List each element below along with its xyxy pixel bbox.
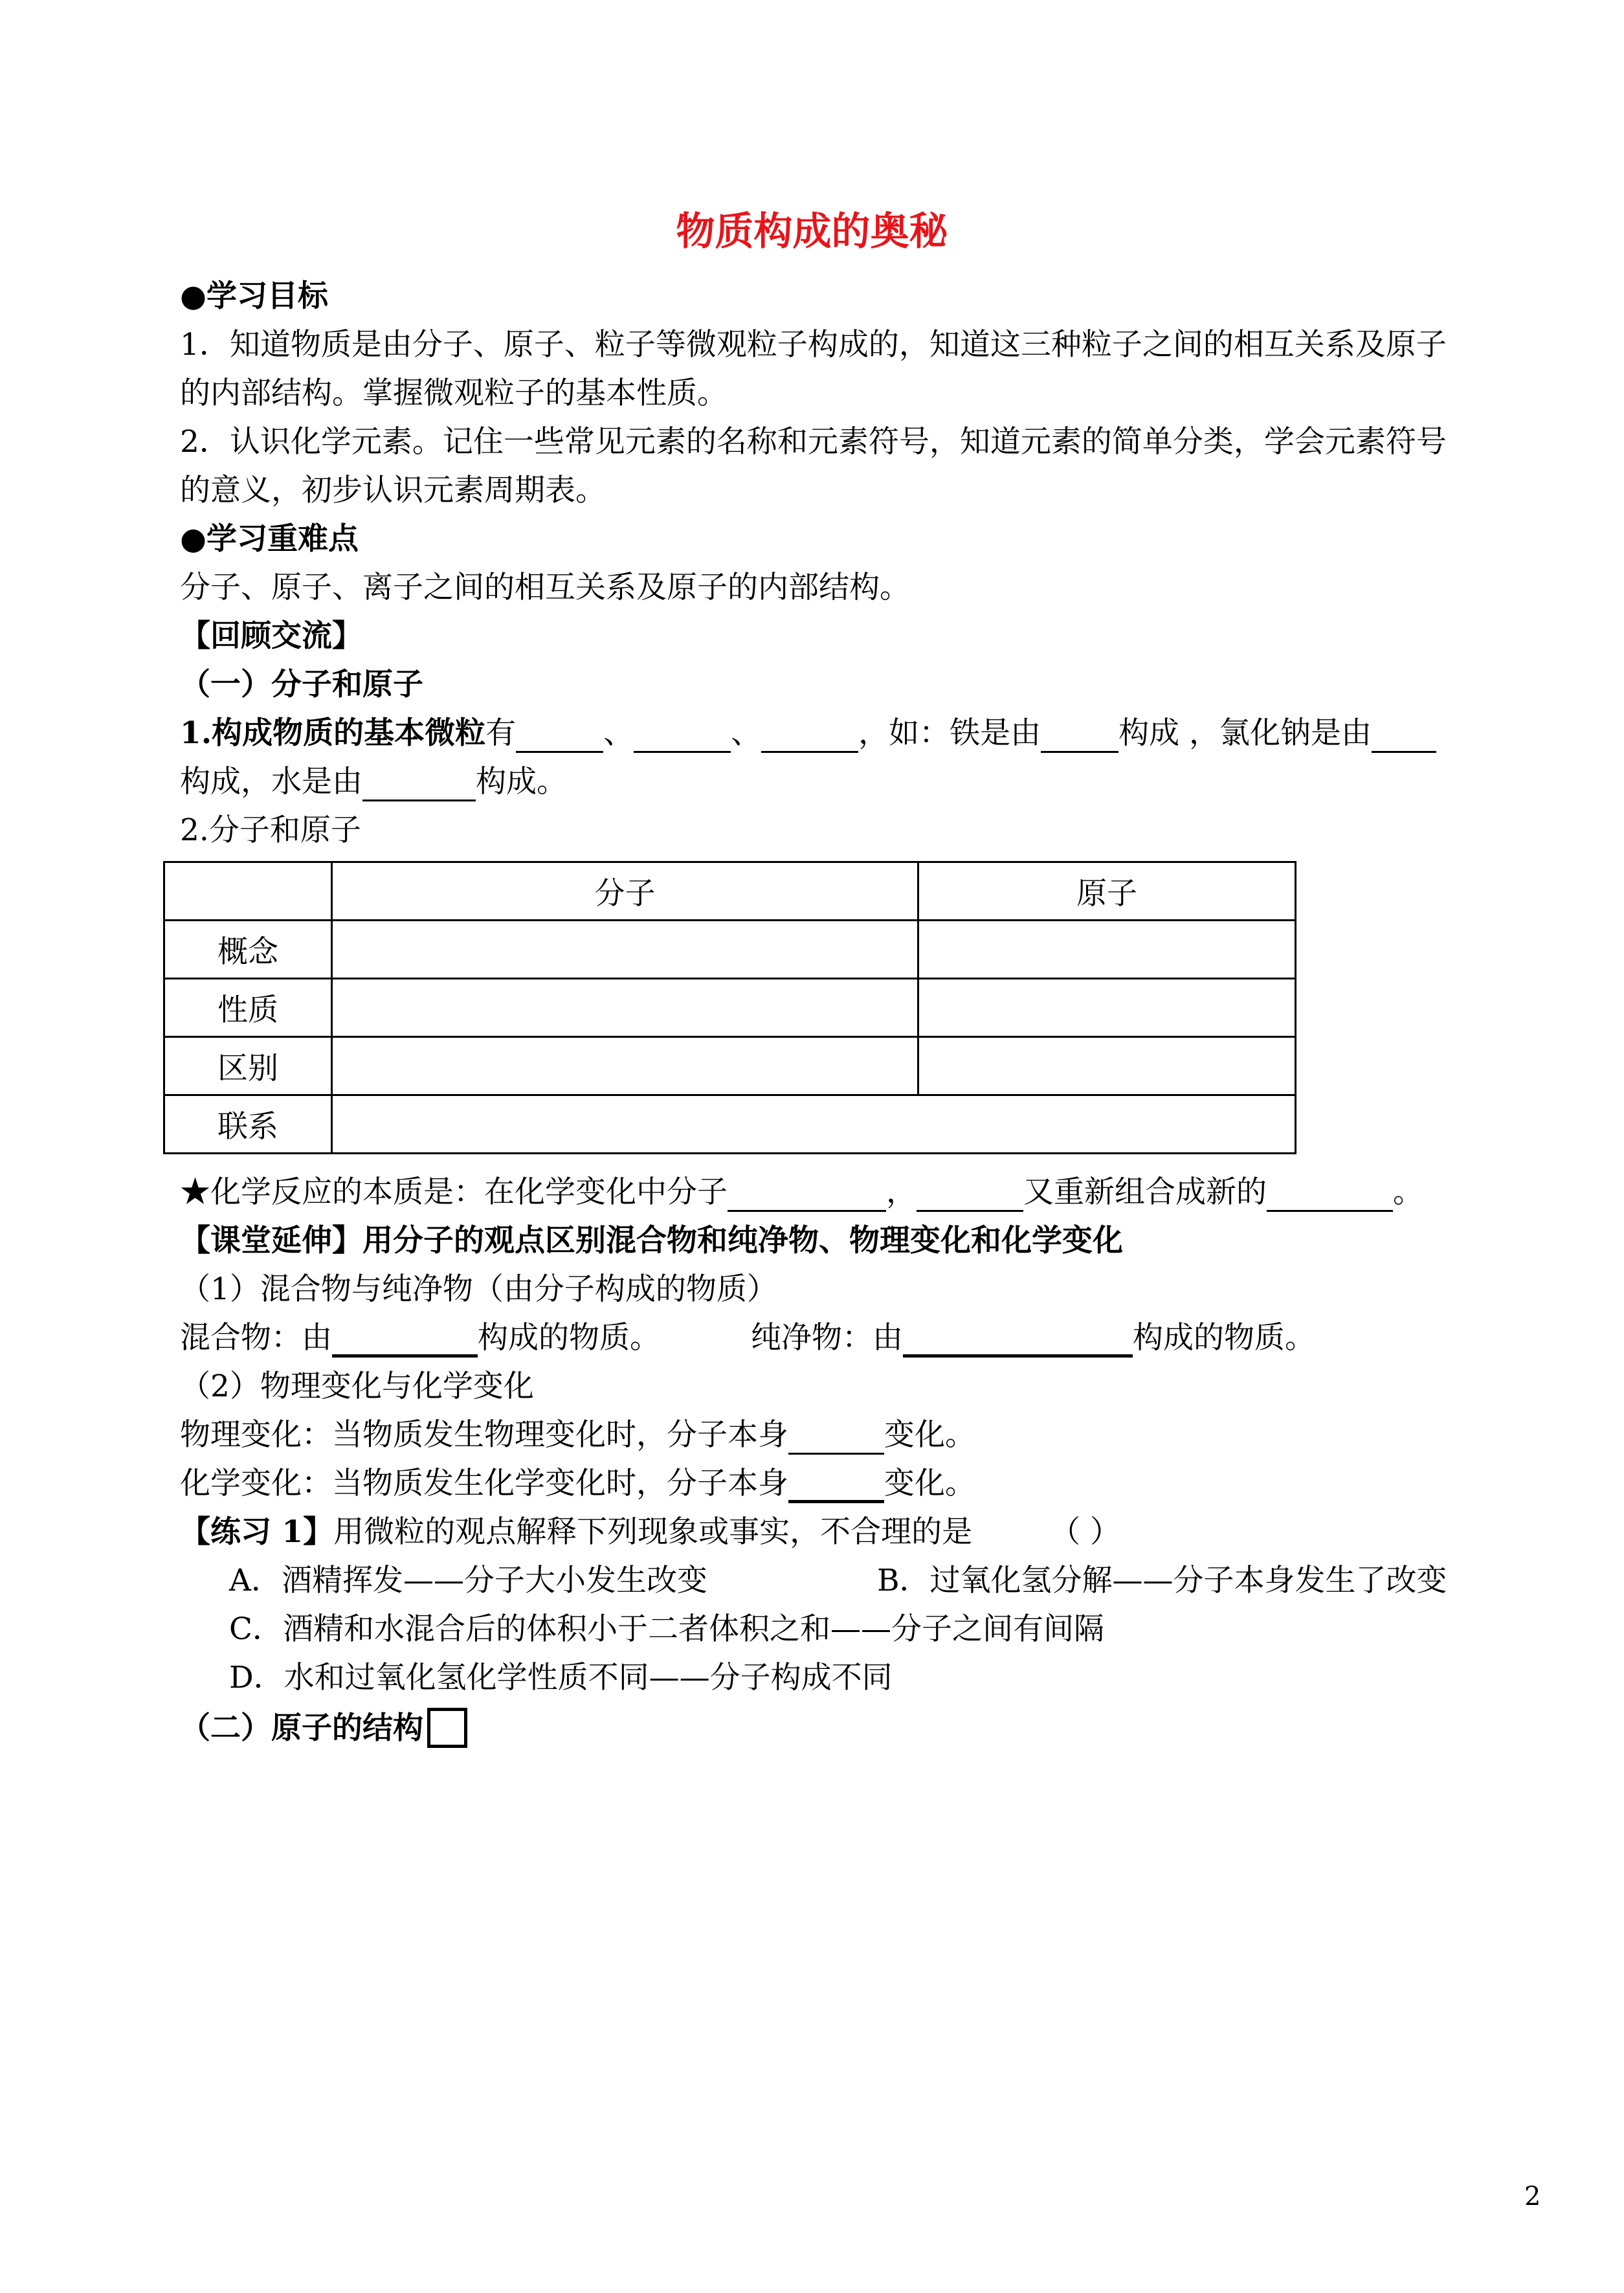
blank-particle-1[interactable] <box>516 720 603 753</box>
question-1-line-2-b: 构成。 <box>476 764 567 800</box>
table-cell[interactable] <box>918 1037 1296 1095</box>
table-row-label: 性质 <box>164 979 332 1037</box>
mixture-b: 构成的物质。 <box>478 1320 660 1356</box>
question-1-prefix: 1.构成物质的基本微粒 <box>180 715 486 751</box>
question-1-you: 有 <box>485 715 517 751</box>
blank-pure[interactable] <box>903 1323 1133 1358</box>
physical-b: 变化。 <box>884 1417 975 1453</box>
table-cell-merged[interactable] <box>332 1095 1296 1154</box>
option-b[interactable]: B．过氧化氢分解——分子本身发生了改变 <box>877 1563 1447 1598</box>
option-c[interactable]: C．酒精和水混合后的体积小于二者体积之和——分子之间有间隔 <box>229 1611 1104 1647</box>
chemical-b: 变化。 <box>884 1466 975 1501</box>
pure-a: 纯净物：由 <box>751 1320 903 1356</box>
question-1-line-1 <box>180 714 1436 753</box>
difficulty-heading: ●学习重难点 <box>180 521 359 557</box>
exercise-label: 【练习 1】 <box>180 1514 334 1550</box>
question-1-iron: ，如：铁是由 <box>858 715 1041 751</box>
extension-sub-2: （2）物理变化与化学变化 <box>180 1369 534 1404</box>
table-row <box>164 979 1296 1037</box>
sep-2: 、 <box>731 715 762 751</box>
blank-molecule-split[interactable] <box>728 1179 886 1212</box>
chemical-change-line <box>180 1464 975 1503</box>
star-text-c: 又重新组合成新的 <box>1023 1174 1267 1210</box>
blank-chemical[interactable] <box>788 1469 884 1503</box>
blank-new-substance[interactable] <box>1267 1179 1393 1212</box>
table-row-label: 区别 <box>164 1037 332 1095</box>
answer-parentheses[interactable]: （ ） <box>1050 1514 1121 1550</box>
extension-heading: 【课堂延伸】用分子的观点区别混合物和纯净物、物理变化和化学变化 <box>180 1223 1123 1258</box>
page-number: 2 <box>1524 2182 1541 2211</box>
objectives-heading: ●学习目标 <box>180 278 329 314</box>
table-header-molecule: 分子 <box>332 862 918 921</box>
table-row-label: 概念 <box>164 921 332 979</box>
physical-a: 物理变化：当物质发生物理变化时，分子本身 <box>180 1417 788 1453</box>
table-header-row <box>164 862 1296 921</box>
reaction-essence-line <box>180 1173 1423 1212</box>
mixture-pure-line <box>180 1319 1315 1358</box>
blank-physical[interactable] <box>788 1422 884 1455</box>
pure-b: 构成的物质。 <box>1133 1320 1315 1356</box>
review-heading: 【回顾交流】 <box>180 618 362 654</box>
exercise-1-question <box>180 1513 1120 1552</box>
blank-iron[interactable] <box>1041 720 1118 753</box>
section-atom-structure-label: （二）原子的结构 <box>180 1710 423 1746</box>
table-corner-cell <box>164 862 332 921</box>
empty-box <box>427 1708 467 1748</box>
table-row <box>164 921 1296 979</box>
blank-nacl[interactable] <box>1372 720 1436 753</box>
objective-2-line-2: 的意义，初步认识元素周期表。 <box>180 473 606 508</box>
question-1-line-2-a: 构成，水是由 <box>180 764 362 800</box>
star-text-b: ， <box>886 1174 917 1210</box>
extension-sub-1: （1）混合物与纯净物（由分子构成的物质） <box>180 1271 777 1307</box>
table-header-atom: 原子 <box>918 862 1296 921</box>
section-atom-structure <box>180 1709 467 1751</box>
physical-change-line <box>180 1416 975 1455</box>
option-a[interactable]: A．酒精挥发——分子大小发生改变 <box>229 1563 707 1598</box>
blank-regroup[interactable] <box>917 1179 1023 1212</box>
objective-1-line-1: 1．知道物质是由分子、原子、粒子等微观粒子构成的，知道这三种粒子之间的相互关系及原子 <box>180 327 1447 363</box>
section-molecules-atoms: （一）分子和原子 <box>180 667 423 702</box>
question-1-nacl: 构成 ，氯化钠是由 <box>1118 715 1372 751</box>
question-1-line-2 <box>180 763 567 801</box>
blank-water[interactable] <box>362 768 476 801</box>
mixture-a: 混合物：由 <box>180 1320 332 1356</box>
table-cell[interactable] <box>332 921 918 979</box>
table-cell[interactable] <box>918 979 1296 1037</box>
star-text-a: ★化学反应的本质是：在化学变化中分子 <box>180 1174 728 1210</box>
chemical-a: 化学变化：当物质发生化学变化时，分子本身 <box>180 1466 788 1501</box>
table-cell[interactable] <box>918 921 1296 979</box>
objective-1-line-2: 的内部结构。掌握微观粒子的基本性质。 <box>180 375 728 411</box>
table-row <box>164 1037 1296 1095</box>
question-2: 2.分子和原子 <box>180 812 361 848</box>
table-row-label: 联系 <box>164 1095 332 1154</box>
blank-particle-3[interactable] <box>761 720 858 753</box>
option-d[interactable]: D．水和过氧化氢化学性质不同——分子构成不同 <box>229 1660 893 1695</box>
table-cell[interactable] <box>332 979 918 1037</box>
table-row <box>164 1095 1296 1154</box>
star-text-d: 。 <box>1393 1174 1423 1210</box>
blank-mixture[interactable] <box>332 1323 478 1358</box>
molecule-atom-table <box>163 861 1296 1154</box>
page-title: 物质构成的奥秘 <box>676 209 948 254</box>
exercise-text: 用微粒的观点解释下列现象或事实，不合理的是 <box>333 1514 973 1550</box>
blank-particle-2[interactable] <box>634 720 731 753</box>
sep-1: 、 <box>603 715 634 751</box>
difficulty-text: 分子、原子、离子之间的相互关系及原子的内部结构。 <box>180 570 910 605</box>
objective-2-line-1: 2．认识化学元素。记住一些常见元素的名称和元素符号，知道元素的简单分类，学会元素符号 <box>180 424 1447 460</box>
table-cell[interactable] <box>332 1037 918 1095</box>
